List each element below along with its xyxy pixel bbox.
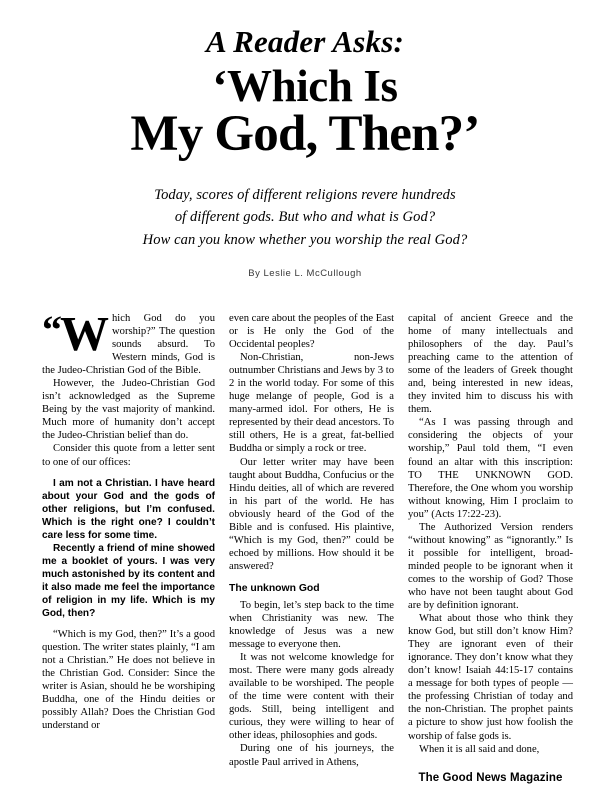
article-deck bbox=[0, 184, 610, 251]
paragraph: The Authorized Version renders “without knowing” as “ignorantly.” Is it possible for intelligent, broad-minded people to be ignorant when it comes to the worship of God? Those who have not been taught about God are by definition ignorant. bbox=[408, 521, 573, 612]
body-column-1 bbox=[42, 306, 215, 754]
headline-line-2: My God, Then?’ bbox=[130, 105, 480, 162]
paragraph: When it is all said and done, bbox=[419, 743, 540, 755]
title-block bbox=[0, 0, 610, 160]
paragraph: During one of his journeys, the apostle Paul arrived in Athens, bbox=[229, 743, 394, 768]
letter-paragraph: I am not a Christian. I have heard about your God and the gods of other religions, but I’m confused. Which is the right one? I couldn’t care less for some time. bbox=[42, 477, 215, 541]
paragraph: However, the Judeo-Christian God isn’t acknowledged as the Supreme Being by the vast majority of mankind. Much more of humanity don’t accept the Judeo-Christian belief than do. bbox=[42, 378, 215, 442]
article-headline bbox=[0, 60, 610, 162]
body-column-3 bbox=[408, 312, 573, 754]
paragraph bbox=[42, 306, 215, 377]
article-byline: By Leslie L. McCullough bbox=[248, 268, 362, 280]
section-subheading: The unknown God bbox=[229, 582, 320, 594]
article-kicker: A Reader Asks: bbox=[205, 24, 404, 59]
body-column-2 bbox=[229, 312, 395, 768]
paragraph-text: hich God do you worship?” The question sounds absurd. To Western minds, God is the Judeo-Christian God of the Bible. bbox=[42, 313, 215, 377]
paragraph: Non-Christian, non-Jews outnumber Christians and Jews by 3 to 2 in the world today. For some of this huge melange of people, God is a many-armed idol. For others, He is represented by their dead ancestors. To still others, He is a great, fat-bellied Buddha or simply a rock or tree. bbox=[229, 352, 394, 455]
article-body-columns bbox=[42, 306, 573, 768]
deck-line-1: Today, scores of different religions revere hundreds bbox=[154, 186, 456, 203]
paragraph: What about those who think they know God, but still don’t know Him? They are ignorant even of their ignorance. They don’t know what they don’t know! Isaiah 44:15-17 contains a message for both types of people — the professing Christian of today and the non-Christian. The prophet paints a picture to show just how foolish the worship of false gods is. bbox=[408, 613, 573, 742]
deck-line-3: How can you know whether you worship the real God? bbox=[142, 231, 468, 248]
page-footer bbox=[0, 772, 573, 784]
publication-name: The Good News Magazine bbox=[418, 772, 563, 784]
open-quote-mark: “ bbox=[42, 307, 60, 352]
paragraph: capital of ancient Greece and the home of many intellectuals and philosophers of the day. Paul’s preaching came to the attention of some of the leaders of Greek thought and, being interested in new ideas, they invited him to discuss his with them. bbox=[408, 313, 573, 416]
letter-paragraph: Recently a friend of mine showed me a booklet of yours. I was very much astonished by its content and it also made me feel the importance of religion in my life. Which is my God, then? bbox=[42, 542, 215, 619]
paragraph: It was not welcome knowledge for most. There were many gods already available to be worshiped. The people of the time were content with their gods. Still, being intelligent and curious, they were willing to hear of other ideas, philosophies and gods. bbox=[229, 652, 394, 742]
paragraph: To begin, let’s step back to the time when Christianity was new. The knowledge of Jesus was a new message to everyone then. bbox=[229, 599, 394, 651]
drop-cap-letter: W bbox=[60, 306, 109, 361]
paragraph: “Which is my God, then?” It’s a good question. The writer states plainly, “I am not a Christian.” He does not believe in the Christian God. Consider: Since the writer is Asian, should he be worshiping Buddha, one of the Hindu deities or possibly Allah? Does the Christian God understand or bbox=[42, 628, 215, 731]
paragraph: even care about the peoples of the East or is He only the God of the Occidental peoples? bbox=[229, 313, 395, 351]
paragraph: Our letter writer may have been taught about Buddha, Confucius or the Hindu deities, all of which are revered in his part of the world. He has obviously heard of the God of the Bible and is confused. His plaintive, “Which is my God, then?” could be echoed by millions. How should it be answered? bbox=[229, 456, 394, 572]
paragraph: Consider this quote from a letter sent to one of our offices: bbox=[42, 443, 215, 468]
reader-letter-quote bbox=[42, 477, 215, 620]
paragraph: “As I was passing through and considering the objects of your worship,” Paul told them, “I even found an altar with this inscription: TO THE UNKNOWN GOD. Therefore, the One whom you worship without knowing, Him I proclaim to you” (Acts 17:22-23). bbox=[408, 417, 573, 520]
headline-line-1: ‘Which Is bbox=[212, 60, 398, 111]
deck-line-2: of different gods. But who and what is God? bbox=[174, 209, 436, 226]
